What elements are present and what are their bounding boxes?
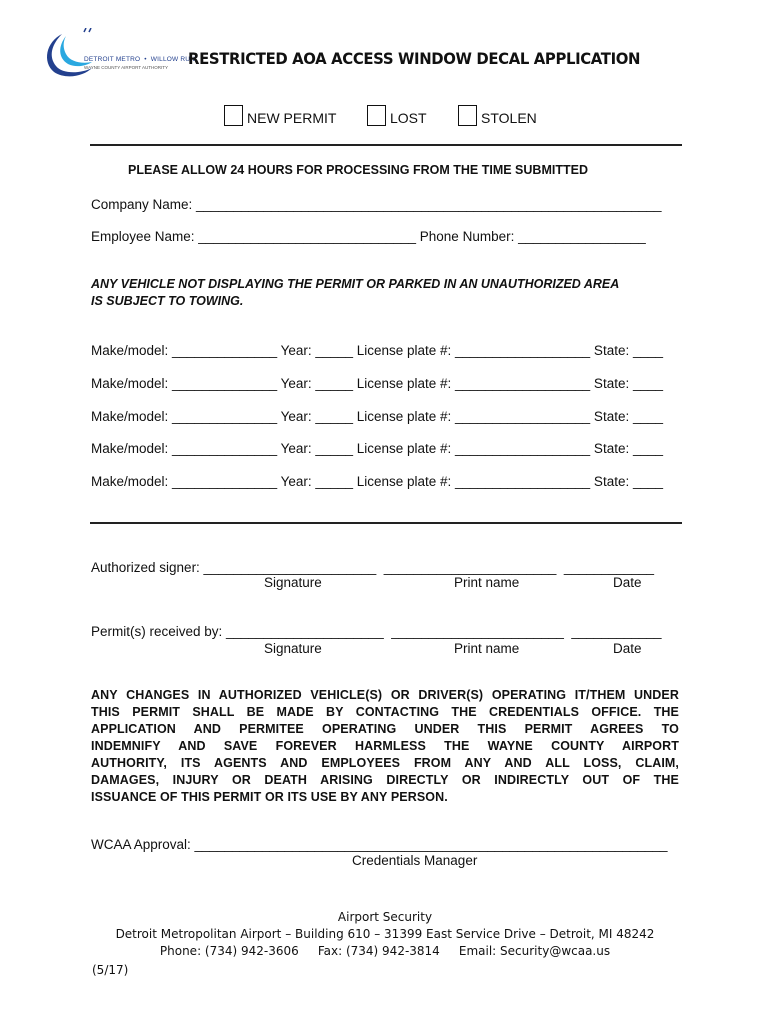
vehicle-row[interactable]: Make/model: ______________ Year: _____ License plate #: __________________ State: ____ bbox=[91, 343, 663, 358]
credentials-manager-caption: Credentials Manager bbox=[352, 853, 478, 868]
notice-line: THIS PERMIT SHALL BE MADE BY CONTACTING THE CREDENTIALS OFFICE. THE bbox=[91, 705, 679, 719]
divider bbox=[90, 144, 682, 146]
print-name-caption: Print name bbox=[454, 641, 520, 656]
divider bbox=[90, 522, 682, 524]
footer-address: Detroit Metropolitan Airport – Building 610 – 31399 East Service Drive – Detroit, MI 48242 bbox=[115, 927, 655, 941]
authorized-signer-field[interactable]: Authorized signer: _______________________ _______________________ ____________ bbox=[91, 560, 655, 575]
new-permit-checkbox[interactable] bbox=[224, 105, 243, 126]
notice-line: ANY CHANGES IN AUTHORIZED VEHICLE(S) OR DRIVER(S) OPERATING IT/THEM UNDER bbox=[91, 688, 679, 702]
vehicle-row[interactable]: Make/model: ______________ Year: _____ License plate #: __________________ State: ____ bbox=[91, 409, 663, 424]
print-name-caption: Print name bbox=[454, 575, 520, 590]
tow-warning-line2: IS SUBJECT TO TOWING. bbox=[91, 294, 244, 308]
date-caption: Date bbox=[613, 575, 642, 590]
notice-line: INDEMNIFY AND SAVE FOREVER HARMLESS THE WAYNE COUNTY AIRPORT bbox=[91, 739, 679, 753]
vehicle-row[interactable]: Make/model: ______________ Year: _____ License plate #: __________________ State: ____ bbox=[91, 376, 663, 391]
footer-contact: Phone: (734) 942-3606 Fax: (734) 942-3814 Email: Security@wcaa.us bbox=[159, 944, 611, 958]
logo-text: DETROIT METRO • WILLOW RUN bbox=[84, 56, 196, 63]
stolen-label: STOLEN bbox=[481, 110, 537, 126]
notice-line: AUTHORITY, ITS AGENTS AND EMPLOYEES FROM ANY AND ALL LOSS, CLAIM, bbox=[91, 756, 679, 770]
notice-line: DAMAGES, INJURY OR DEATH ARISING DIRECTLY OR INDIRECTLY OUT OF THE bbox=[91, 773, 679, 787]
wcaa-approval-field[interactable]: WCAA Approval: _______________________________________________________________ bbox=[91, 837, 668, 852]
revision-date: (5/17) bbox=[92, 963, 129, 977]
processing-notice: PLEASE ALLOW 24 HOURS FOR PROCESSING FROM THE TIME SUBMITTED bbox=[128, 163, 588, 177]
lost-checkbox[interactable] bbox=[367, 105, 386, 126]
tow-warning-line1: ANY VEHICLE NOT DISPLAYING THE PERMIT OR PARKED IN AN UNAUTHORIZED AREA bbox=[91, 277, 620, 291]
date-caption: Date bbox=[613, 641, 642, 656]
new-permit-label: NEW PERMIT bbox=[247, 110, 337, 126]
lost-label: LOST bbox=[390, 110, 427, 126]
employee-phone-field[interactable]: Employee Name: _____________________________ Phone Number: _________________ bbox=[91, 229, 646, 244]
form-title: RESTRICTED AOA ACCESS WINDOW DECAL APPLICATION bbox=[188, 49, 641, 68]
stolen-checkbox[interactable] bbox=[458, 105, 477, 126]
signature-caption: Signature bbox=[264, 641, 322, 656]
vehicle-row[interactable]: Make/model: ______________ Year: _____ License plate #: __________________ State: ____ bbox=[91, 441, 663, 456]
notice-line: ISSUANCE OF THIS PERMIT OR ITS USE BY ANY PERSON. bbox=[91, 790, 448, 804]
logo-subtext: WAYNE COUNTY AIRPORT AUTHORITY bbox=[84, 65, 169, 70]
changes-notice bbox=[91, 687, 679, 806]
signature-caption: Signature bbox=[264, 575, 322, 590]
company-name-field[interactable]: Company Name: ______________________________________________________________ bbox=[91, 197, 662, 212]
notice-line: APPLICATION AND PERMITEE OPERATING UNDER THIS PERMIT AGREES TO bbox=[91, 722, 679, 736]
vehicle-row[interactable]: Make/model: ______________ Year: _____ License plate #: __________________ State: ____ bbox=[91, 474, 663, 489]
permit-received-field[interactable]: Permit(s) received by: _____________________ _______________________ ____________ bbox=[91, 624, 662, 639]
footer-department: Airport Security bbox=[337, 910, 433, 924]
